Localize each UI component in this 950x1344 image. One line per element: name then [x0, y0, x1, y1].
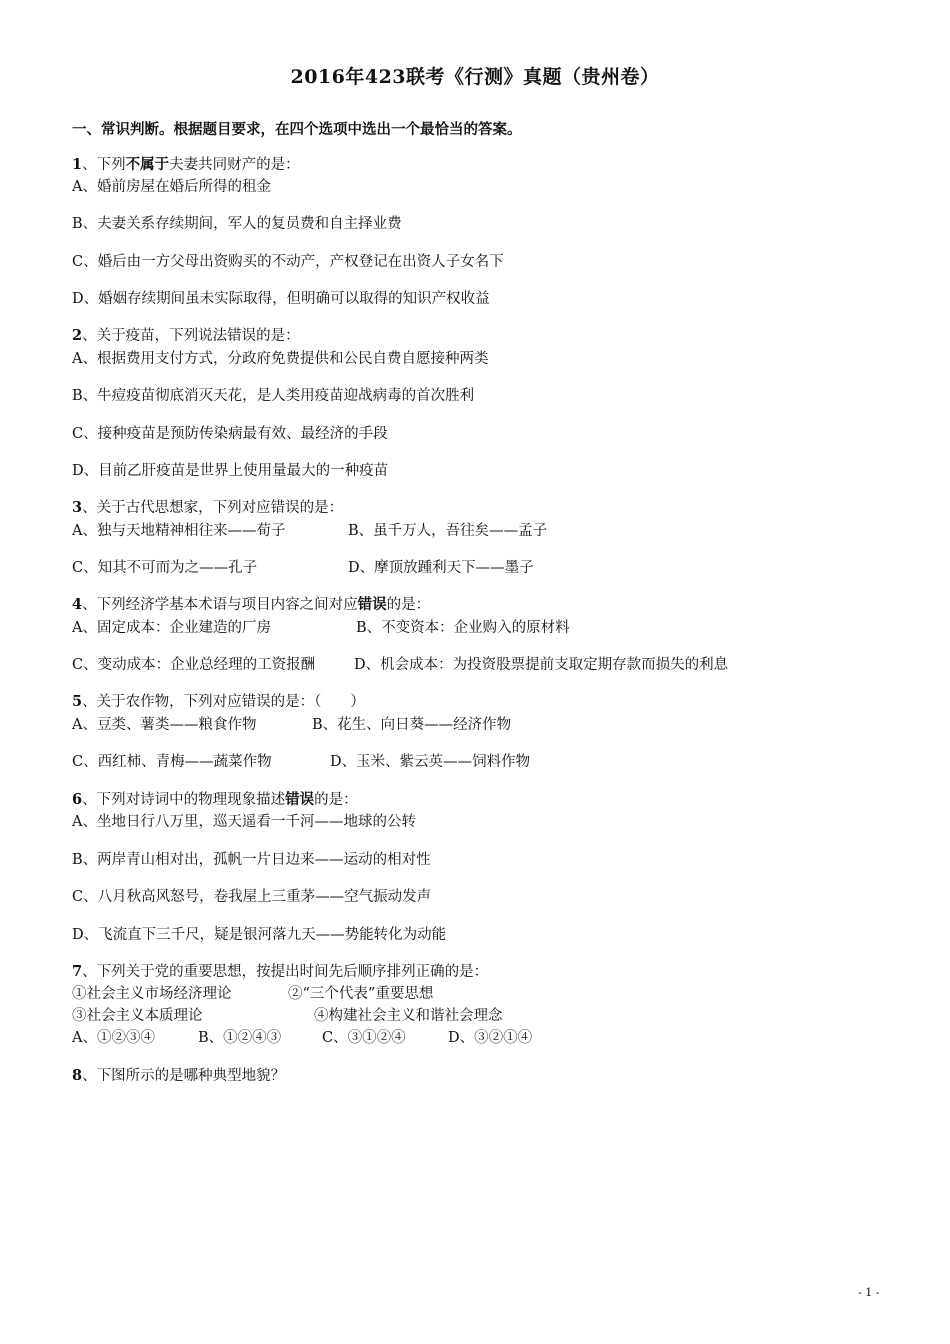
question-1-option-b: B、夫妻关系存续期间，军人的复员费和自主择业费: [72, 216, 402, 232]
question-number: 1: [72, 156, 83, 173]
question-number: 5: [72, 693, 83, 710]
question-3-option-b: B、虽千万人，吾往矣——孟子: [348, 523, 548, 539]
question-1-stem: [72, 155, 300, 175]
question-number: 8: [72, 1067, 83, 1084]
question-4-option-a: A、固定成本：企业建造的厂房: [72, 620, 271, 636]
question-7-item-1: ①社会主义市场经济理论: [72, 986, 232, 1002]
question-6-option-d: D、飞流直下三千尺，疑是银河落九天——势能转化为动能: [72, 927, 447, 943]
question-4-option-d: D、机会成本：为投资股票提前支取定期存款而损失的利息: [354, 657, 729, 673]
question-1-option-a: A、婚前房屋在婚后所得的租金: [72, 179, 271, 195]
question-7-item-4: ④构建社会主义和谐社会理念: [314, 1008, 503, 1024]
question-text: 、下列关于党的重要思想，按提出时间先后顺序排列正确的是：: [82, 964, 489, 980]
page-title: 2016年423联考《行测》真题（贵州卷）: [290, 66, 660, 88]
question-7-options: [72, 1028, 533, 1048]
question-2-option-d: D、目前乙肝疫苗是世界上使用量最大的一种疫苗: [72, 463, 389, 479]
question-text: 、关于古代思想家，下列对应错误的是：: [82, 500, 344, 516]
question-4-stem: [72, 595, 430, 615]
emphasis-text: 错误: [357, 596, 387, 613]
question-text: 、下图所示的是哪种典型地貌？: [82, 1068, 286, 1084]
question-7-stem: [72, 962, 488, 982]
question-number: 4: [72, 596, 83, 613]
question-text: 、下列对诗词中的物理现象描述: [82, 792, 286, 808]
question-text: 、关于农作物，下列对应错误的是：（ ）: [82, 694, 365, 710]
question-number: 6: [72, 791, 83, 808]
question-4-options-cd: [72, 655, 729, 675]
question-text: 夫妻共同财产的是：: [169, 157, 300, 173]
question-7-option-c: C、③①②④: [322, 1030, 406, 1046]
question-8-stem: [72, 1066, 285, 1086]
question-2-option-b: B、牛痘疫苗彻底消灭天花，是人类用疫苗迎战病毒的首次胜利: [72, 388, 475, 404]
question-text: 的是：: [314, 792, 358, 808]
question-5-options-cd: [72, 752, 531, 772]
question-text: 、下列: [82, 157, 126, 173]
question-2-option-a: A、根据费用支付方式，分政府免费提供和公民自费自愿接种两类: [72, 351, 489, 367]
question-number: 7: [72, 963, 83, 980]
question-2-stem: [72, 326, 300, 346]
question-3-stem: [72, 498, 343, 518]
question-7-items-12: [72, 984, 434, 1004]
emphasis-text: 不属于: [125, 156, 170, 173]
section-heading: 一、常识判断。根据题目要求，在四个选项中选出一个最恰当的答案。: [72, 121, 522, 138]
question-5-option-c: C、西红柿、青梅——蔬菜作物: [72, 754, 272, 770]
question-number: 3: [72, 499, 83, 516]
question-3-options-cd: [72, 558, 534, 578]
question-number: 2: [72, 327, 83, 344]
question-text: 的是：: [386, 597, 431, 613]
question-text: 、关于疫苗，下列说法错误的是：: [82, 328, 300, 344]
question-1-option-d: D、婚姻存续期间虽未实际取得，但明确可以取得的知识产权收益: [72, 291, 490, 307]
question-4-option-b: B、不变资本：企业购入的原材料: [356, 620, 570, 636]
question-4-option-c: C、变动成本：企业总经理的工资报酬: [72, 657, 316, 673]
question-6-option-a: A、坐地日行八万里，巡天遥看一千河——地球的公转: [72, 814, 416, 830]
question-7-item-3: ③社会主义本质理论: [72, 1008, 203, 1024]
question-text: 、下列经济学基本术语与项目内容之间对应: [82, 597, 358, 613]
question-3-option-d: D、摩顶放踵利天下——墨子: [348, 560, 534, 576]
question-3-option-c: C、知其不可而为之——孔子: [72, 560, 258, 576]
question-3-option-a: A、独与天地精神相往来——荀子: [72, 523, 286, 539]
question-5-option-a: A、豆类、薯类——粮食作物: [72, 717, 257, 733]
emphasis-text: 错误: [285, 791, 315, 808]
question-5-option-b: B、花生、向日葵——经济作物: [312, 717, 512, 733]
question-7-items-34: [72, 1006, 503, 1026]
page-number: - 1 -: [858, 1286, 880, 1299]
question-5-options-ab: [72, 715, 512, 735]
question-7-option-d: D、③②①④: [448, 1030, 533, 1046]
question-6-option-c: C、八月秋高风怒号，卷我屋上三重茅——空气振动发声: [72, 889, 432, 905]
question-7-option-a: A、①②③④: [72, 1030, 155, 1046]
question-3-options-ab: [72, 521, 548, 541]
question-7-option-b: B、①②④③: [198, 1030, 282, 1046]
question-7-item-2: ②“三个代表”重要思想: [288, 986, 434, 1002]
question-5-stem: [72, 692, 365, 712]
question-2-option-c: C、接种疫苗是预防传染病最有效、最经济的手段: [72, 426, 388, 442]
question-6-option-b: B、两岸青山相对出，孤帆一片日边来——运动的相对性: [72, 852, 431, 868]
question-1-option-c: C、婚后由一方父母出资购买的不动产，产权登记在出资人子女名下: [72, 254, 504, 270]
question-6-stem: [72, 790, 358, 810]
question-5-option-d: D、玉米、紫云英——饲料作物: [330, 754, 531, 770]
question-4-options-ab: [72, 618, 570, 638]
